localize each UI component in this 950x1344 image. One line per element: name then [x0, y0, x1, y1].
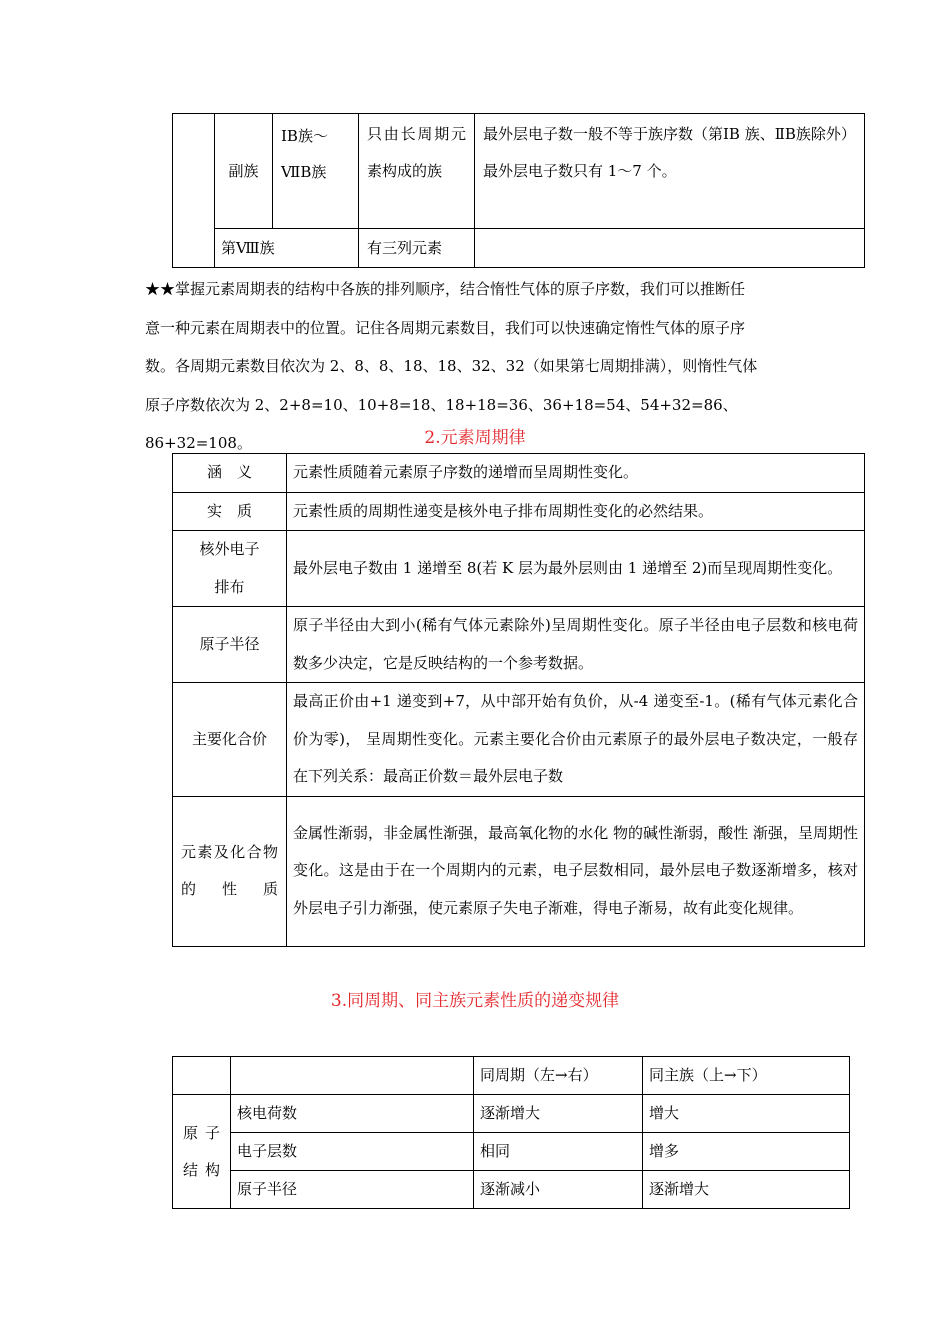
property-electron-shells: 电子层数 — [231, 1133, 474, 1171]
property-atomic-radius: 原子半径 — [231, 1171, 474, 1209]
row-text-meaning: 元素性质随着元素原子序数的递增而呈周期性变化。 — [287, 454, 865, 493]
header-cell-blank-2 — [231, 1057, 474, 1095]
subgroup-composition: 只由长周期元素构成的族 — [359, 114, 475, 229]
row-text-essence: 元素性质的周期性递变是核外电子排布周期性变化的必然结果。 — [287, 492, 865, 531]
row-label-element-properties: 元素及化合物的性质 — [173, 796, 287, 946]
group-label-atomic-structure: 原子结构 — [173, 1095, 231, 1209]
periodic-law-table — [172, 453, 865, 947]
row-label-essence: 实 质 — [173, 492, 287, 531]
subgroup-range: ⅠB族～ⅦB族 — [273, 114, 359, 229]
subgroup-note-2: 最外层电子数只有 1～7 个。 — [483, 162, 677, 180]
row-text-electron-config: 最外层电子数由 1 递增至 8(若 K 层为最外层则由 1 递增至 2)而呈现周期性变化。 — [287, 531, 865, 607]
period-trend-electron-shells: 相同 — [474, 1133, 643, 1171]
subgroup-notes — [475, 114, 865, 229]
table1-left-blank-cell — [173, 114, 215, 268]
header-same-group: 同主族（上→下） — [643, 1057, 850, 1095]
paragraph-line-2: 意一种元素在周期表中的位置。记住各周期元素数目，我们可以快速确定惰性气体的原子序 — [145, 318, 746, 337]
row-text-valence: 最高正价由+1 递变到+7，从中部开始有负价，从-4 递变至-1。(稀有气体元素化合价为零)， 呈周期性变化。元素主要化合价由元素原子的最外层电子数决定，一般存在下列关系：最高正价数＝最外层电子数 — [287, 683, 865, 797]
section-heading-trends: 3.同周期、同主族元素性质的递变规律 — [330, 991, 620, 1011]
row-label-atomic-radius: 原子半径 — [173, 607, 287, 683]
group-structure-table — [172, 113, 865, 268]
header-cell-blank-1 — [173, 1057, 231, 1095]
period-trend-nuclear-charge: 逐渐增大 — [474, 1095, 643, 1133]
group-trend-electron-shells: 增多 — [643, 1133, 850, 1171]
paragraph-line-3: 数。各周期元素数目依次为 2、8、8、18、18、32、32（如果第七周期排满），则惰性气体 — [145, 357, 758, 375]
header-same-period: 同周期（左→右） — [474, 1057, 643, 1095]
row-text-atomic-radius: 原子半径由大到小(稀有气体元素除外)呈周期性变化。原子半径由电子层数和核电荷数多少决定，它是反映结构的一个参考数据。 — [287, 607, 865, 683]
row-label-meaning: 涵 义 — [173, 454, 287, 493]
section-heading-periodic-law: 2.元素周期律 — [424, 428, 526, 448]
paragraph-line-1: ★★掌握元素周期表的结构中各族的排列顺序，结合惰性气体的原子序数，我们可以推断任 — [145, 280, 746, 298]
row-label-valence: 主要化合价 — [173, 683, 287, 797]
row-label-electron-config: 核外电子排布 — [173, 531, 287, 607]
period-trend-atomic-radius: 逐渐减小 — [474, 1171, 643, 1209]
trend-comparison-table — [172, 1056, 850, 1209]
paragraph-line-4: 原子序数依次为 2、2+8=10、10+8=18、18+18=36、36+18=54、54+32=86、86+32=108。 — [145, 395, 738, 452]
subgroup-note-1: 最外层电子数一般不等于族序数（第ⅠB 族、ⅡB族除外） — [483, 125, 856, 143]
group8-note — [475, 229, 865, 268]
group-trend-nuclear-charge: 增大 — [643, 1095, 850, 1133]
property-nuclear-charge: 核电荷数 — [231, 1095, 474, 1133]
group8-desc: 有三列元素 — [359, 229, 475, 268]
subgroup-label: 副族 — [215, 114, 273, 229]
row-text-element-properties: 金属性渐弱，非金属性渐强，最高氧化物的水化 物的碱性渐弱，酸性 渐强，呈周期性变化。这是由于在一个周期内的元素，电子层数相同，最外层电子数逐渐增多，核对外层电子引力渐强，使元素原子失电子渐难，得电子渐易，故有此变化规律。 — [287, 796, 865, 946]
group8-label: 第Ⅷ族 — [215, 229, 359, 268]
group-trend-atomic-radius: 逐渐增大 — [643, 1171, 850, 1209]
